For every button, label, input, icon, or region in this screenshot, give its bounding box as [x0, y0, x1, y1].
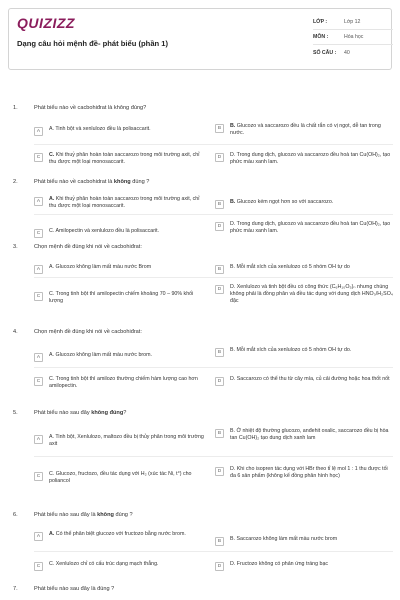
meta-value: Lớp 12	[344, 19, 361, 25]
question-header	[0, 510, 400, 524]
option-box[interactable]: D	[215, 285, 224, 294]
option-divider	[34, 214, 393, 215]
meta-row-count	[313, 45, 393, 60]
option-divider	[34, 551, 393, 552]
question-header	[0, 242, 400, 256]
question-number: 6.	[13, 512, 18, 518]
question-2	[0, 177, 400, 236]
question-number: 2.	[13, 179, 18, 185]
question-text-part: đúng ?	[130, 179, 150, 185]
option-body: B. Mỗi mắt xích của xenlulozo có 5 nhóm OH tự do.	[230, 347, 352, 353]
question-6	[0, 510, 400, 569]
meta-value: Hóa học	[344, 34, 364, 40]
question-text-part: Phát biểu nào về cacbohiđrat là không đúng?	[34, 105, 147, 111]
option-box[interactable]: D	[215, 377, 224, 386]
option-divider	[34, 144, 393, 145]
option-body: D. Trong dung dịch, glucozo và saccarozo đều hoà tan Cu(OH)₂, tạo phức màu xanh lam.	[230, 152, 391, 165]
option-text	[49, 228, 159, 235]
option-box[interactable]: C	[34, 472, 43, 481]
question-number: 1.	[13, 105, 18, 111]
option-box[interactable]: C	[34, 153, 43, 162]
option-box[interactable]: B	[215, 537, 224, 546]
question-3	[0, 242, 400, 304]
option-body: C. Xenlulozo chỉ có cấu trúc dạng mạch thẳng.	[49, 561, 159, 567]
question-text-part: Chọn mệnh đề đúng khi nói về cacbohiđrat:	[34, 244, 142, 250]
option-a[interactable]	[34, 352, 206, 362]
option-box[interactable]: B	[215, 124, 224, 133]
option-a[interactable]	[34, 531, 206, 541]
option-text	[49, 126, 151, 133]
worksheet-header	[8, 8, 392, 70]
option-box[interactable]: A	[34, 265, 43, 274]
page-title: Dạng câu hỏi mệnh đề- phát biểu (phần 1)	[17, 39, 169, 48]
option-d[interactable]	[215, 152, 393, 166]
option-c[interactable]	[34, 228, 206, 238]
option-d[interactable]	[215, 376, 393, 386]
question-7	[0, 584, 400, 598]
question-number: 3.	[13, 244, 18, 250]
option-a[interactable]	[34, 434, 206, 448]
option-box[interactable]: D	[215, 467, 224, 476]
option-box[interactable]: A	[34, 127, 43, 136]
option-text	[230, 123, 393, 137]
option-label: B.	[230, 199, 236, 205]
option-text	[230, 466, 393, 480]
option-c[interactable]	[34, 152, 206, 166]
option-body: Khi thuỷ phân hoàn toàn saccarozo trong môi trường axit, chỉ thu được một loại monosaccarit.	[49, 152, 200, 165]
option-label: A.	[49, 531, 55, 537]
option-d[interactable]	[215, 466, 393, 480]
question-number: 4.	[13, 329, 18, 335]
question-text-part: Phát biểu nào sau đây là	[34, 512, 98, 518]
option-d[interactable]	[215, 221, 393, 235]
option-text	[49, 264, 151, 271]
option-box[interactable]: D	[215, 153, 224, 162]
option-box[interactable]: C	[34, 377, 43, 386]
question-text	[34, 512, 133, 518]
option-text	[230, 536, 337, 543]
option-body: C. Amilopectin và xenlulozo đều là polisaccarit.	[49, 228, 160, 234]
option-text	[230, 347, 351, 354]
question-text	[34, 586, 114, 592]
option-text	[49, 152, 206, 166]
quizizz-logo: QUIZIZZ	[17, 15, 75, 31]
option-label: B.	[230, 123, 236, 129]
option-box[interactable]: B	[215, 200, 224, 209]
option-text	[49, 471, 206, 485]
meta-key: LỚP :	[313, 19, 328, 25]
option-a[interactable]	[34, 126, 206, 136]
option-c[interactable]	[34, 376, 206, 390]
option-body: A. Tinh bột, Xenlulozo, maltozo đều bị thủy phân trong môi trường axit	[49, 434, 204, 447]
option-text	[230, 152, 393, 166]
option-body: Có thể phân biệt glucozo với fructozo bằng nước brom.	[54, 531, 186, 537]
option-body: C. Trong tinh bột thì amilozo thường chiếm hàm lượng cao hơn amilopectin.	[49, 376, 198, 389]
meta-row-class	[313, 15, 393, 30]
option-b[interactable]	[215, 536, 393, 546]
question-text-part: Chọn mệnh đề đúng khi nói về cacbohiđrat:	[34, 329, 142, 335]
question-text-bold: không	[97, 512, 114, 518]
question-header	[0, 408, 400, 422]
option-b[interactable]	[215, 264, 393, 274]
option-d[interactable]	[215, 561, 393, 571]
option-b[interactable]	[215, 347, 393, 357]
option-box[interactable]: C	[34, 229, 43, 238]
option-text	[230, 199, 333, 206]
meta-key: SỐ CÂU :	[313, 49, 337, 56]
option-text	[49, 352, 152, 359]
option-text	[230, 284, 393, 305]
option-body: D. Khi cho isopren tác dụng với HBr theo tỉ lệ mol 1 : 1 thu được tối đa 6 sản phẩm (không kể đồng phân hình học)	[230, 466, 388, 479]
option-body: Glucozo và saccarozo đều là chất rắn có vị ngọt, dễ tan trong nước.	[230, 123, 381, 136]
option-body: B. Mỗi mắt xích của xenlulozo có 5 nhóm OH tự do	[230, 264, 350, 270]
option-body: B. Ở nhiệt độ thường glucozo, anđehit oxalic, saccarozo đều bị hòa tan Cu(OH)₂ tạo dung dịch xanh lam	[230, 428, 389, 441]
option-body: A. Glucozo không làm mất màu nước Brom	[49, 264, 152, 270]
option-b[interactable]	[215, 199, 393, 209]
option-text	[230, 428, 393, 442]
option-body: Glucozo kém ngọt hơn so với saccarozo.	[235, 199, 334, 205]
question-text-bold: không	[113, 179, 131, 185]
question-text-part: ?	[123, 410, 127, 416]
option-body: C. Trong tinh bột thì amilopectin chiếm khoảng 70 – 90% khối lượng	[49, 291, 194, 304]
meta-key: MÔN :	[313, 34, 329, 40]
option-box[interactable]: A	[34, 197, 43, 206]
option-body: B. Saccarozo không làm mất màu nước brom	[230, 536, 338, 542]
option-c[interactable]	[34, 471, 206, 485]
question-text	[34, 410, 126, 416]
option-text	[230, 264, 350, 271]
option-box[interactable]: A	[34, 435, 43, 444]
question-text-part: Phát biểu nào về cacbohidrat là	[34, 179, 114, 185]
option-body: C. Glucozo, fructozo, đều tác dụng với H₂ (xúc tác Ni, t°) cho poliancol	[49, 471, 192, 484]
question-number: 7.	[13, 586, 18, 592]
option-text	[49, 561, 159, 568]
option-body: A. Tinh bột và xenlulozo đều là polisaccarit.	[49, 126, 151, 132]
question-text-part: Phát biểu nào sau đây là đúng ?	[34, 586, 115, 592]
option-body: D. Fructozo không có phản ứng tráng bạc	[230, 561, 329, 567]
option-a[interactable]	[34, 196, 206, 210]
option-box[interactable]: C	[34, 562, 43, 571]
option-body: Khi thuỷ phân hoàn toàn saccarozo trong môi trường axit, chỉ thu được một loại monosaccarit.	[49, 196, 200, 209]
meta-row-subject	[313, 30, 393, 45]
option-divider	[34, 277, 393, 278]
question-text-part: đúng ?	[113, 512, 133, 518]
question-5	[0, 408, 400, 484]
option-text	[49, 531, 186, 538]
option-c[interactable]	[34, 291, 206, 305]
meta-value: 40	[344, 49, 350, 56]
option-divider	[34, 456, 393, 457]
option-body: D. Xenlulozo và tinh bột đều có công thức (C₆H₁₀O₅)ₙ nhưng chúng không phải là đồng phân và đều tác dụng với dung dịch HNO₃/H₂SO₄ đặc	[230, 284, 393, 304]
question-header	[0, 327, 400, 341]
question-text	[34, 244, 142, 250]
option-box[interactable]: B	[215, 348, 224, 357]
question-header	[0, 177, 400, 191]
option-text	[230, 561, 328, 568]
question-1	[0, 103, 400, 165]
question-text-part: Phát biểu nào sau đây	[34, 410, 92, 416]
option-text	[230, 221, 393, 235]
option-label: C.	[49, 152, 55, 158]
question-text	[34, 179, 149, 185]
question-text-bold: không đúng	[91, 410, 124, 416]
option-text	[49, 291, 206, 305]
question-4	[0, 327, 400, 389]
option-box[interactable]: D	[215, 562, 224, 571]
option-box[interactable]: A	[34, 353, 43, 362]
option-text	[230, 376, 390, 383]
option-body: D. Trong dung dịch, glucozo và saccarozo đều hoà tan Cu(OH)₂, tạo phức màu xanh lam.	[230, 221, 391, 234]
question-number: 5.	[13, 410, 18, 416]
option-text	[49, 434, 206, 448]
option-b[interactable]	[215, 123, 393, 137]
option-a[interactable]	[34, 264, 206, 274]
option-text	[49, 196, 206, 210]
option-label: A.	[49, 196, 55, 202]
question-header	[0, 584, 400, 598]
option-d[interactable]	[215, 284, 393, 305]
option-body: A. Glucozo không làm mất màu nước brom.	[49, 352, 152, 358]
option-box[interactable]: A	[34, 532, 43, 541]
question-text	[34, 329, 142, 335]
option-box[interactable]: D	[215, 222, 224, 231]
option-body: D. Saccarozo có thể thu từ cây mía, củ cải đường hoặc hoa thốt nốt	[230, 376, 390, 382]
meta-table	[313, 15, 393, 60]
option-b[interactable]	[215, 428, 393, 442]
option-box[interactable]: B	[215, 429, 224, 438]
option-text	[49, 376, 206, 390]
question-text	[34, 105, 146, 111]
option-box[interactable]: C	[34, 292, 43, 301]
option-c[interactable]	[34, 561, 206, 571]
option-divider	[34, 367, 393, 368]
question-header	[0, 103, 400, 117]
option-box[interactable]: B	[215, 265, 224, 274]
